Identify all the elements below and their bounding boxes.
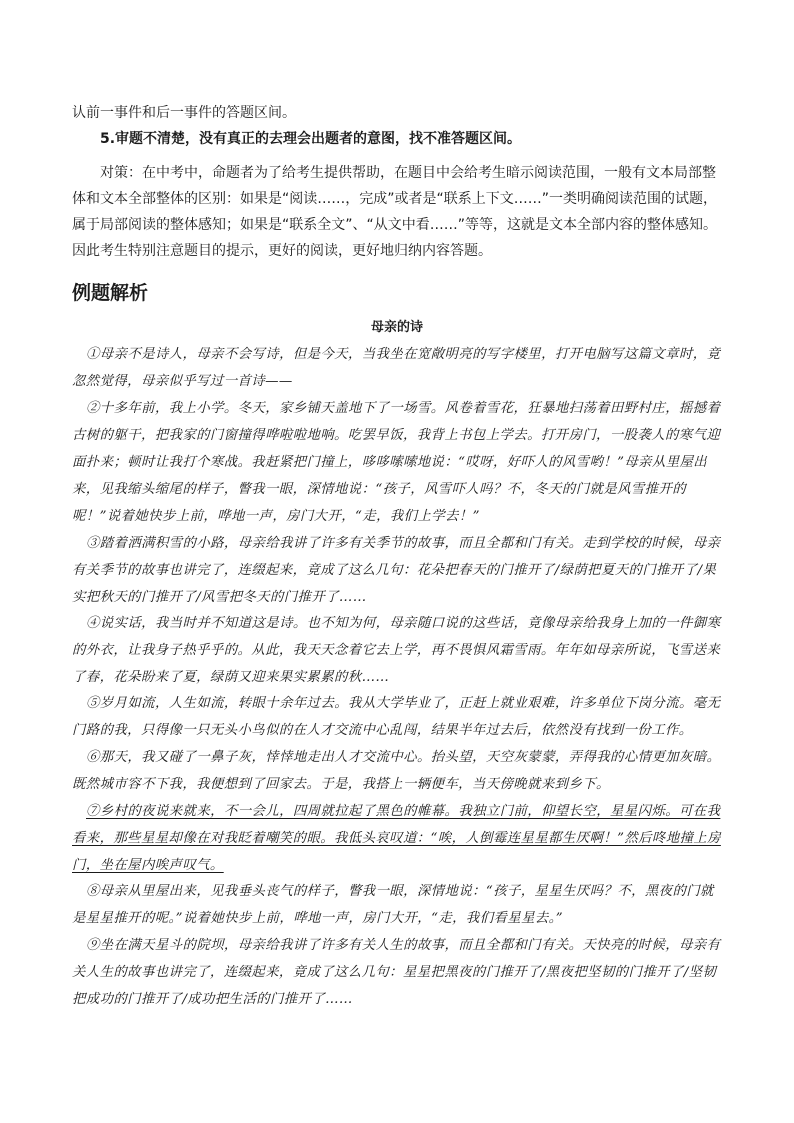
story-paragraph-4: ④说实话，我当时并不知道这是诗。也不知为何，母亲随口说的这些话，竟像母亲给我身上加的一件御寒的外衣，让我身子热乎乎的。从此，我天天念着它去上学，再不畏惧风霜雪雨。年年如母亲所说，飞雪送来了春，花朵盼来了夏，绿荫又迎来果实累累的秋……: [72, 616, 721, 685]
strategy-paragraph: 对策：在中考中，命题者为了给考生提供帮助，在题目中会给考生暗示阅读范围，一般有文本局部整体和文本全部整体的区别：如果是“阅读……，完成”或者是“联系上下文……”一类明确阅读范围的试题，属于局部阅读的整体感知；如果是“联系全文”、“从文中看……”等等，这就是文本全部内容的整体感知。因此考生特别注意题目的提示，更好的阅读，更好地归纳内容答题。: [72, 165, 718, 259]
point-5-heading: 5.审题不清楚，没有真正的去理会出题者的意图，找不准答题区间。: [100, 131, 522, 147]
story-paragraph-8: ⑧母亲从里屋出来，见我垂头丧气的样子，瞥我一眼，深情地说：“孩子，星星生厌吗？不，黑夜的门就是星星推开的呢。”说着她快步上前，哗地一声，房门大开，“走，我们看星星去。”: [72, 884, 714, 926]
section-title: 例题解析: [72, 282, 149, 304]
story-paragraph-6: ⑥那天，我又碰了一鼻子灰，悻悻地走出人才交流中心。抬头望，天空灰蒙蒙，弄得我的心情更加灰暗。既然城市容不下我，我便想到了回家去。于是，我搭上一辆便车，当天傍晚就来到乡下。: [72, 750, 721, 792]
intro-line: 认前一事件和后一事件的答题区间。: [72, 105, 296, 121]
story-paragraph-1: ①母亲不是诗人，母亲不会写诗，但是今天，当我坐在宽敞明亮的写字楼里，打开电脑写这篇文章时，竟忽然觉得，母亲似乎写过一首诗——: [72, 347, 721, 389]
story-paragraph-3: ③踏着洒满积雪的小路，母亲给我讲了许多有关季节的故事，而且全都和门有关。走到学校的时候，母亲有关季节的故事也讲完了，连缀起来，竟成了这么几句：花朵把春天的门推开了/绿荫把夏天的门推开了/果实把秋天的门推开了/风雪把冬天的门推开了……: [72, 536, 721, 605]
story-paragraph-5: ⑤岁月如流，人生如流，转眼十余年过去。我从大学毕业了，正赶上就业艰难，许多单位下岗分流。毫无门路的我，只得像一只无头小鸟似的在人才交流中心乱闯，结果半年过去后，依然没有找到一份工作。: [72, 696, 721, 738]
story-paragraph-2: ②十多年前，我上小学。冬天，家乡铺天盖地下了一场雪。风卷着雪花，狂暴地扫荡着田野村庄，摇撼着古树的躯干，把我家的门窗撞得哗啦啦地响。吃罢早饭，我背上书包上学去。打开房门，一股袭人的寒气迎面扑来；顿时让我打个寒战。我赶紧把门撞上，哆哆嗦嗦地说：“哎呀，好吓人的风雪哟！”母亲从里屋出来，见我缩头缩尾的样子，瞥我一眼，深情地说：“孩子，风雪吓人吗？不，冬天的门就是风雪推开的呢！”说着她快步上前，哗地一声，房门大开，“走，我们上学去！”: [72, 401, 721, 524]
story-paragraph-9: ⑨坐在满天星斗的院坝，母亲给我讲了许多有关人生的故事，而且全都和门有关。天快亮的时候，母亲有关人生的故事也讲完了，连缀起来，竟成了这么几句：星星把黑夜的门推开了/黑夜把坚韧的门推开了/坚韧把成功的门推开了/成功把生活的门推开了……: [72, 938, 721, 1007]
story-title: 母亲的诗: [370, 320, 423, 335]
story-paragraph-7: ⑦乡村的夜说来就来，不一会儿，四周就拉起了黑色的帷幕。我独立门前，仰望长空，星星闪烁。可在我看来，那些星星却像在对我眨着嘲笑的眼。我低头哀叹道：“唉，人倒霉连星星都生厌啊！”然后咚地撞上房门，坐在屋内唉声叹气。: [72, 804, 721, 873]
